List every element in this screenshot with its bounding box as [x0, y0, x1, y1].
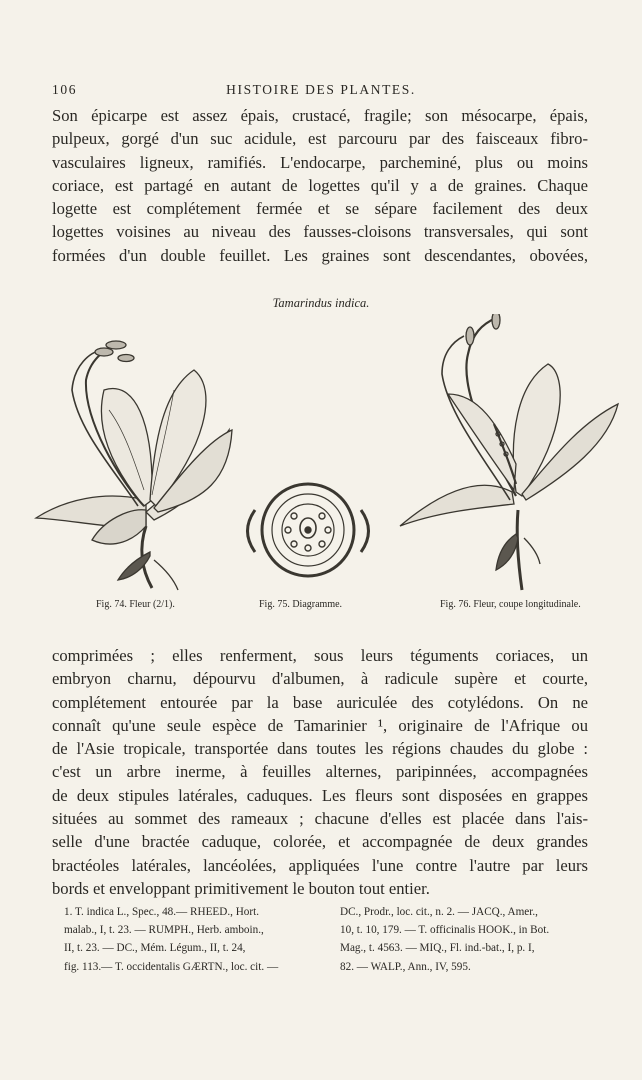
- text-line: vasculaires ligneux, ramifiés. L'endocarpe, parcheminé, plus ou moins: [52, 152, 588, 172]
- text-line: formées d'un double feuillet. Les graines sont descendantes, obovées,: [52, 245, 588, 265]
- text-line: de l'Asie tropicale, transportée dans toutes les régions chaudes du globe :: [52, 739, 588, 759]
- footnotes-right: [340, 903, 600, 976]
- text-line: logettes voisines au niveau des fausses-cloisons transversales, qui sont: [52, 222, 588, 242]
- figure-title: Tamarindus indica.: [272, 296, 370, 310]
- text-line: coriace, est partagé en autant de logettes qu'il y a de graines. Chaque: [52, 175, 588, 195]
- text-line: logette est complétement fermée et se sépare facilement des deux: [52, 199, 588, 219]
- footnote-line: II, t. 23. — DC., Mém. Légum., II, t. 24,: [64, 942, 246, 955]
- footnotes-left: [64, 903, 324, 976]
- text-line: comprimées ; elles renferment, sous leurs téguments coriaces, un: [52, 646, 588, 665]
- text-line: de deux stipules latérales, caduques. Les fleurs sont disposées en grappes: [52, 785, 588, 805]
- text-line: connaît qu'une seule espèce de Tamarinier ¹, originaire de l'Afrique ou: [52, 715, 588, 735]
- text-line: embryon charnu, dépourvu d'albumen, à radicule supère et courte,: [52, 669, 588, 689]
- figure-caption: Fig. 76. Fleur, coupe longitudinale.: [440, 599, 581, 610]
- footnote-line: fig. 113.— T. occidentalis GÆRTN., loc. cit. —: [64, 960, 279, 973]
- footnote-line: 1. T. indica L., Spec., 48.— RHEED., Hort.: [64, 906, 260, 918]
- text-line: selle d'une bractée caduque, colorée, et accompagnée de deux grandes: [52, 832, 588, 852]
- paragraph-top: [52, 104, 588, 267]
- flower-section-illustration: [398, 314, 620, 592]
- paragraph-bottom: [52, 644, 588, 900]
- text-line: Son épicarpe est assez épais, crustacé, fragile; son mésocarpe, épais,: [52, 106, 588, 125]
- text-line: pulpeux, gorgé d'un suc acidule, est parcouru par des faisceaux fibro-: [52, 129, 588, 149]
- footnote-line: 82. — WALP., Ann., IV, 595.: [340, 960, 471, 973]
- footnote-line: malab., I, t. 23. — RUMPH., Herb. amboin.,: [64, 924, 264, 937]
- text-line: bords et enveloppant primitivement le bouton tout entier.: [52, 878, 430, 898]
- footnote-line: Mag., t. 4563. — MIQ., Fl. ind.-bat., I, p. I,: [340, 942, 535, 955]
- page-header: [52, 82, 590, 100]
- figure-caption: Fig. 74. Fleur (2/1).: [96, 599, 175, 610]
- figure-caption: Fig. 75. Diagramme.: [259, 599, 343, 610]
- page-number: 106: [52, 82, 78, 97]
- text-line: situées au sommet des rameaux ; chacune d'elles est placée dans l'ais-: [52, 809, 588, 829]
- text-line: c'est un arbre inerme, à feuilles alternes, paripinnées, accompagnées: [52, 762, 588, 782]
- running-title: HISTOIRE DES PLANTES.: [226, 82, 416, 97]
- text-line: complétement entourée par la base auriculée des cotylédons. On ne: [52, 692, 588, 712]
- flower-illustration: [34, 330, 234, 592]
- text-line: bractéoles latérales, lancéolées, appliquées l'une contre l'autre par leurs: [52, 855, 588, 875]
- footnote-line: DC., Prodr., loc. cit., n. 2. — JACQ., Amer.,: [340, 906, 538, 918]
- floral-diagram: [241, 476, 375, 584]
- footnote-line: 10, t. 10, 179. — T. officinalis HOOK., in Bot.: [340, 924, 550, 937]
